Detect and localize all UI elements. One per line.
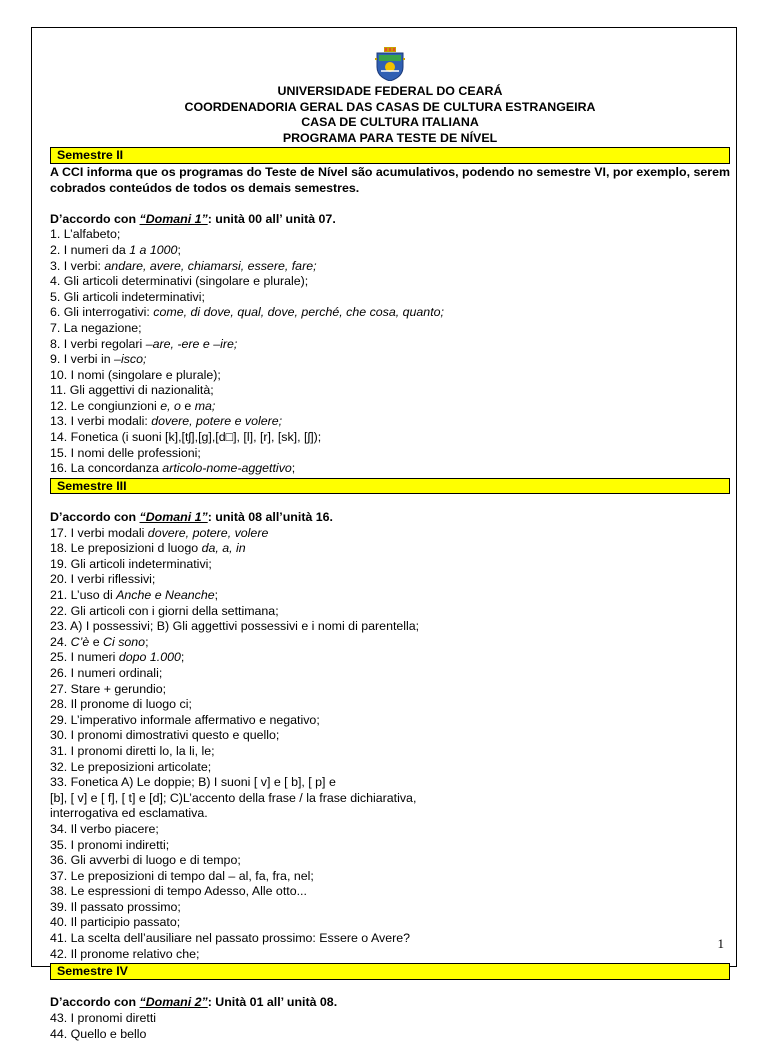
list-item: 37. Le preposizioni di tempo dal – al, fa, fra, nel;: [50, 868, 314, 883]
list-item: 36. Gli avverbi di luogo e di tempo;: [50, 853, 241, 868]
cumulative-notice: A CCI informa que os programas do Teste de Nível são acumulativos, podendo no semestre VI, por exemplo, serem cobrados conteúdos de todos os demais semestres.: [50, 164, 730, 195]
list-item: 30. I pronomi dimostrativi questo e quello;: [50, 728, 280, 743]
list-item: 35. I pronomi indiretti;: [50, 837, 170, 852]
list-item: 4. Gli articoli determinativi (singolare e plurale);: [50, 274, 309, 289]
list-item: 17. I verbi modali dovere, potere, volere: [50, 525, 269, 540]
list-item: 26. I numeri ordinali;: [50, 665, 163, 680]
list-item: 7. La negazione;: [50, 320, 142, 335]
coordination-name: COORDENADORIA GERAL DAS CASAS DE CULTURA ESTRANGEIRA: [184, 99, 596, 114]
list-item: 5. Gli articoli indeterminativi;: [50, 289, 205, 304]
document-body: [50, 47, 730, 1042]
list-item: 12. Le congiunzioni e, o e ma;: [50, 398, 216, 413]
semester-4-heading: Semestre IV: [50, 963, 730, 980]
list-item: 38. Le espressioni di tempo Adesso, Alle otto...: [50, 884, 307, 899]
list-item: 18. Le preposizioni d luogo da, a, in: [50, 541, 246, 556]
list-item: 41. La scelta dell’ausiliare nel passato prossimo: Essere o Avere?: [50, 931, 410, 946]
semester-3-list: [50, 526, 730, 963]
semester-4-list: [50, 1011, 730, 1042]
semester-2-heading: Semestre II: [50, 147, 730, 164]
list-item: 19. Gli articoli indeterminativi;: [50, 556, 212, 571]
list-item: 22. Gli articoli con i giorni della settimana;: [50, 603, 279, 618]
list-item: 14. Fonetica (i suoni [k],[tʃ],[g],[d□], [l], [r], [sk], [ʃ]);: [50, 430, 322, 445]
page-number: 1: [717, 936, 724, 951]
program-title: PROGRAMA PARA TESTE DE NÍVEL: [282, 130, 498, 145]
list-item: 40. Il participio passato;: [50, 915, 181, 930]
list-item: interrogativa ed esclamativa.: [50, 806, 208, 821]
list-item: 11. Gli aggettivi di nazionalità;: [50, 383, 214, 398]
list-item: [b], [ v] e [ f], [ t] e [d]; C)L’accento della frase / la frase dichiarativa,: [50, 790, 417, 805]
list-item: 23. A) I possessivi; B) Gli aggettivi possessivi e i nomi di parentella;: [50, 619, 420, 634]
list-item: 42. Il pronome relativo che;: [50, 946, 200, 961]
list-item: 21. L’uso di Anche e Neanche;: [50, 588, 219, 602]
list-item: 13. I verbi modali: dovere, potere e volere;: [50, 414, 283, 429]
semester-2-title: D’accordo con “Domani 1”: unità 00 all’ unità 07.: [50, 211, 336, 226]
semester-3-title: D’accordo con “Domani 1”: unità 08 all’unità 16.: [50, 510, 334, 525]
list-item: 6. Gli interrogativi: come, di dove, qual, dove, perché, che cosa, quanto;: [50, 305, 444, 320]
list-item: 8. I verbi regolari –are, -ere e –ire;: [50, 336, 238, 351]
university-crest-logo: [375, 47, 405, 81]
list-item: 43. I pronomi diretti: [50, 1011, 157, 1026]
list-item: 33. Fonetica A) Le doppie; B) I suoni [ v] e [ b], [ p] e: [50, 775, 336, 790]
list-item: 39. Il passato prossimo;: [50, 899, 181, 914]
semester-3-heading: Semestre III: [50, 478, 730, 495]
list-item: 28. Il pronome di luogo ci;: [50, 697, 192, 712]
list-item: 15. I nomi delle professioni;: [50, 445, 201, 460]
list-item: 24. C’è e Ci sono;: [50, 634, 149, 649]
list-item: 32. Le preposizioni articolate;: [50, 759, 212, 774]
semester-2-list: [50, 227, 730, 477]
list-item: 44. Quello e bello: [50, 1026, 147, 1041]
list-item: 2. I numeri da 1 a 1000;: [50, 242, 181, 257]
university-name: UNIVERSIDADE FEDERAL DO CEARÁ: [277, 84, 503, 98]
list-item: 20. I verbi riflessivi;: [50, 572, 156, 587]
document-header: [50, 84, 730, 146]
list-item: 9. I verbi in –isco;: [50, 352, 147, 367]
semester-4-title: D’accordo con “Domani 2”: Unità 01 all’ unità 08.: [50, 995, 338, 1010]
house-name: CASA DE CULTURA ITALIANA: [301, 115, 479, 130]
list-item: 1. L’alfabeto;: [50, 227, 121, 242]
list-item: 34. Il verbo piacere;: [50, 821, 159, 836]
list-item: 29. L’imperativo informale affermativo e negativo;: [50, 712, 320, 727]
list-item: 31. I pronomi diretti lo, la li, le;: [50, 743, 215, 758]
list-item: 25. I numeri dopo 1.000;: [50, 650, 185, 665]
list-item: 16. La concordanza articolo-nome-aggettivo;: [50, 461, 296, 476]
list-item: 27. Stare + gerundio;: [50, 681, 167, 696]
list-item: 10. I nomi (singolare e plurale);: [50, 367, 221, 382]
list-item: 3. I verbi: andare, avere, chiamarsi, essere, fare;: [50, 258, 317, 273]
